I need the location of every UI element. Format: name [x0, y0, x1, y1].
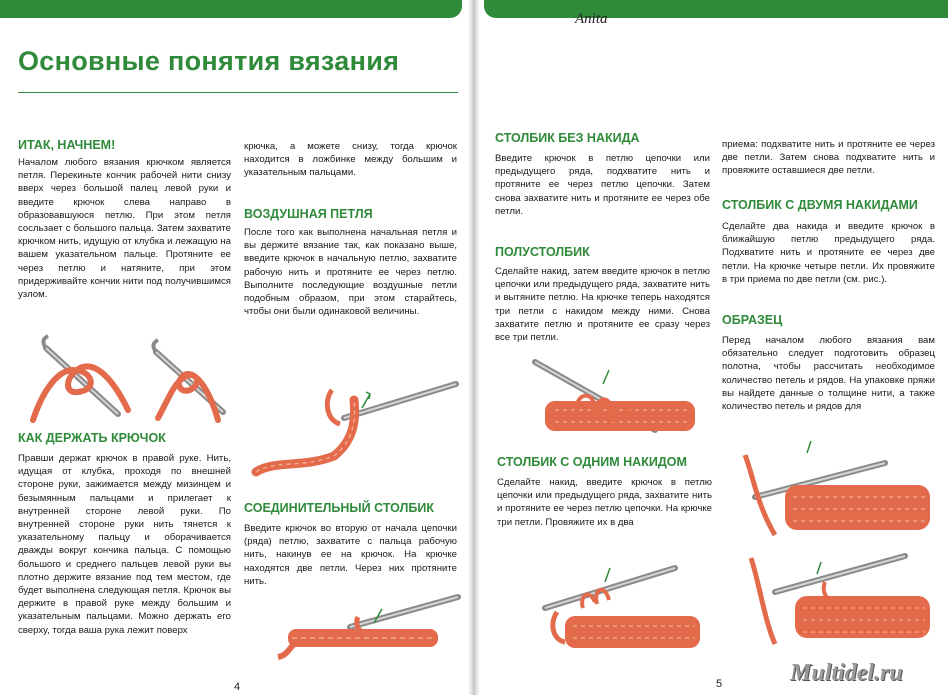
arrow-icon: [362, 394, 370, 408]
arrow-icon: [603, 370, 609, 384]
arrow-icon: [817, 562, 821, 574]
text-gauge: Перед началом любого вязания вам обязательно следует подготовить образец полотна, чтобы рассчитать необходимое количество петель и рядов. На упаковке пряжи вы найдете данные о толщине нити, а также количество петель и рядов для: [722, 335, 935, 413]
heading-start: ИТАК, НАЧНЕМ!: [18, 138, 116, 152]
text-chain-stitch: После того как выполнена начальная петля и вы держите вязание так, как показано выше, введите крючок в начальную петлю, захватите рабочую нить и протяните ее через петлю. Выполните последующие воздушные петли подобным образом, при этом старайтесь, чтобы они были одинаковой величины.: [244, 227, 457, 318]
slip-knot-illustration: [18, 330, 233, 425]
half-double-crochet-illustration: [515, 356, 700, 441]
heading-half-double: ПОЛУСТОЛБИК: [495, 245, 590, 259]
slip-stitch-illustration: [270, 585, 460, 665]
heading-slip-stitch: СОЕДИНИТЕЛЬНЫЙ СТОЛБИК: [244, 501, 434, 515]
left-header-band: [0, 0, 462, 18]
double-crochet-illustration: [535, 548, 705, 658]
text-treble-crochet: Сделайте два накида и введите крючок в ближайшую петлю предыдущего ряда. Подхватите нить и протяните ее через две петли. На крючке четыре петли. Их провяжите в три приема по две петли (см. рис.).: [722, 221, 935, 285]
heading-chain-stitch: ВОЗДУШНАЯ ПЕТЛЯ: [244, 207, 373, 221]
hook-icon: [344, 384, 456, 418]
chain-stitch-illustration: [244, 380, 459, 480]
heading-treble-crochet: СТОЛБИК С ДВУМЯ НАКИДАМИ: [722, 198, 918, 212]
text-hook-cont: крючка, а можете снизу, тогда крючок находится в ложбинке между большим и указательным пальцами.: [244, 141, 457, 179]
title-rule: [18, 92, 458, 93]
heading-double-crochet: СТОЛБИК С ОДНИМ НАКИДОМ: [497, 455, 687, 469]
text-double-crochet-cont: приема: подхватите нить и протяните ее через две петли. Затем снова подхватите нить и провяжите оставшиеся две петли.: [722, 139, 935, 177]
page-title: Основные понятия вязания: [18, 46, 400, 76]
text-single-crochet: Введите крючок в петлю цепочки или предыдущего ряда, подхватите нить и протяните ее через петлю цепочки. Затем снова захватите нить и протяните ее через обе петли.: [495, 153, 710, 217]
signature: Anita: [575, 11, 608, 27]
hook-icon: [775, 556, 905, 592]
heading-gauge: ОБРАЗЕЦ: [722, 313, 783, 327]
treble-crochet-illustration-1: [735, 445, 935, 545]
page-number-left: 4: [234, 681, 241, 693]
heading-hold-hook: КАК ДЕРЖАТЬ КРЮЧОК: [18, 431, 166, 445]
text-hold-hook: Правши держат крючок в правой руке. Нить, идущая от клубка, проходя по внешней стороне руки, зажимается между мизинцем и безымянным пальцами и прилегает к внутренней стороне левой руки. По внутренней стороне руки нить тянется к указательному пальцу и оборачивается дважды вокруг кончика пальца. С помощью большого и среднего пальцев левой руки вы плотно держите вязание под тем местом, где будет выполнена следующая петля. Крючок вы держите в правой руке между большим и указательным пальцами. Можно держать его сверху, тогда ваша рука лежит поверх: [18, 453, 231, 636]
watermark: Multidel.ru: [790, 660, 903, 686]
text-start: Началом любого вязания крючком является петля. Перекиньте кончик рабочей нити снизу вверх через большой палец левой руки и введите крючок слева направо в образовавшуюся петлю. При этом петля сосльзает с большого пальца. Затем захватите крючком нить, идущую от клубка и лежащую на вашем указательном пальце. Протяните ее через петлю и натяните, при этом придерживайте кончик нити под получившимся узлом.: [18, 157, 232, 301]
text-double-crochet: Сделайте накид, введите крючок в петлю цепочки или предыдущего ряда, захватите нить и протяните ее через петлю цепочки. На крючке три петли. Провяжите их в два: [497, 477, 712, 528]
right-header-band: [484, 0, 948, 18]
text-half-double: Сделайте накид, затем введите крючок в петлю цепочки или предыдущего ряда, захватите нить и вытяните петлю. На крючке теперь находятся три петли с накидом между ними. Снова захватите петлю и протяните ее сразу через все три петли.: [495, 266, 710, 344]
hook-icon: [545, 568, 675, 608]
page-number-right: 5: [716, 678, 723, 690]
treble-crochet-illustration-2: [735, 552, 935, 652]
text-slip-stitch: Введите крючок во вторую от начала цепочки (ряда) петлю, захватите с пальца рабочую нить, накинув ее на крючок. На крючке находятся две петли. Через них протяните нить.: [244, 523, 457, 587]
heading-single-crochet: СТОЛБИК БЕЗ НАКИДА: [495, 131, 640, 145]
hook-icon: [350, 597, 458, 627]
book-spine: [468, 0, 480, 695]
arrow-icon: [605, 568, 610, 582]
